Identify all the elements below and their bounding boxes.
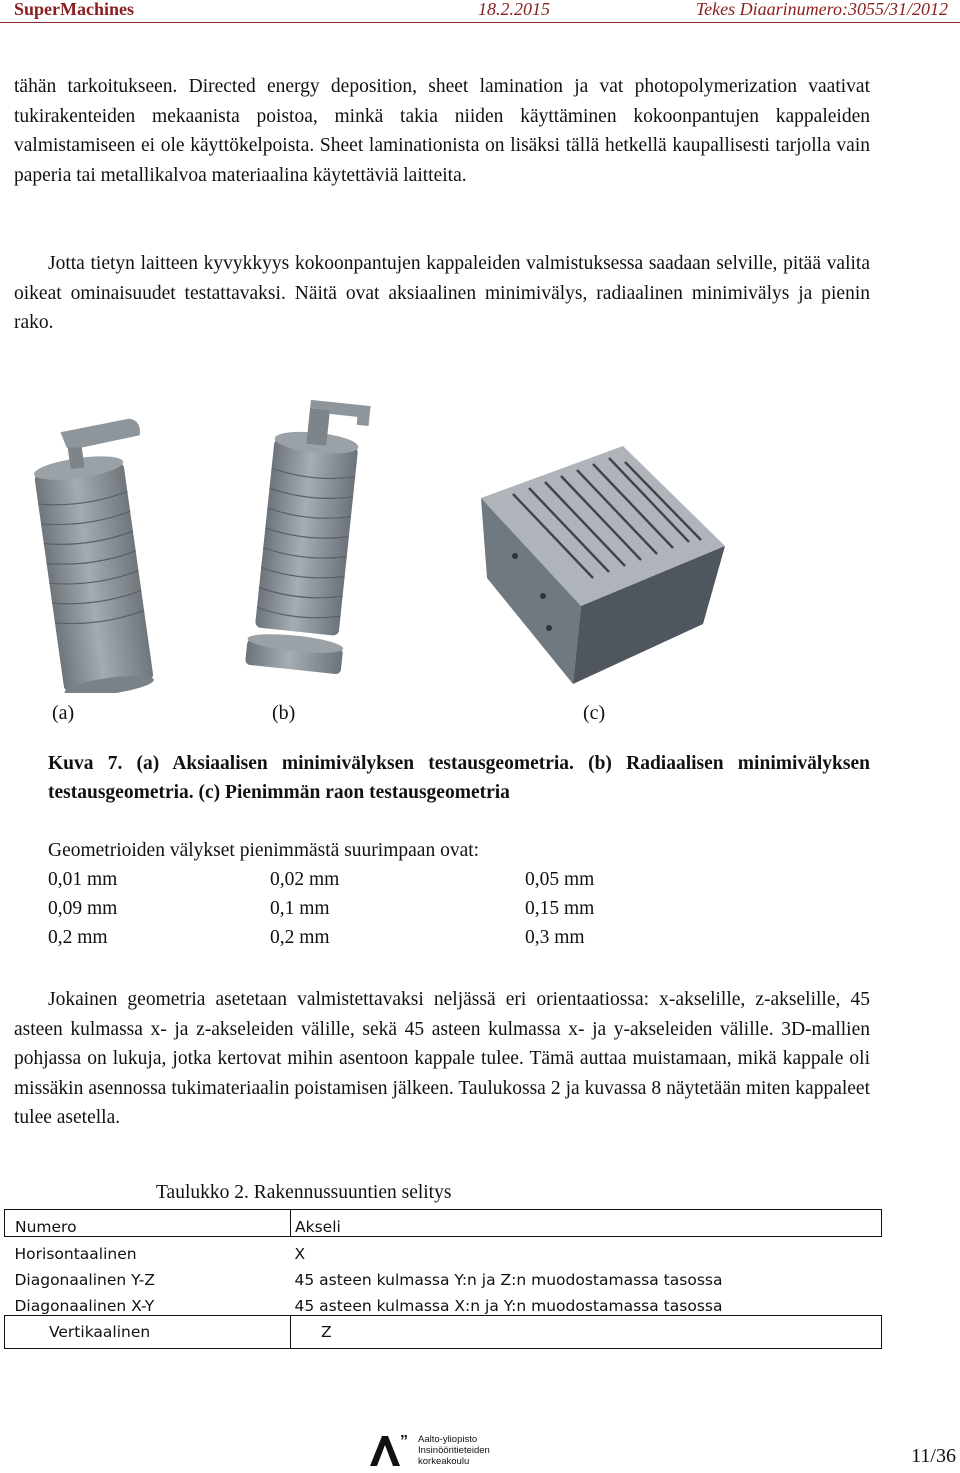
gap-value: 0,02 mm (270, 869, 340, 890)
figure-b-radial-geometry (236, 383, 392, 689)
table-cell: 45 asteen kulmassa X:n ja Y:n muodostamassa tasossa (294, 1297, 723, 1315)
table-row (5, 1237, 882, 1264)
header-date: 18.2.2015 (478, 0, 550, 19)
header-reference: Tekes Diaarinumero:3055/31/2012 (695, 0, 948, 19)
table-cell: Diagonaalinen Y-Z (14, 1271, 155, 1289)
logo-line: korkeakoulu (418, 1456, 470, 1467)
header-brand: SuperMachines (14, 0, 135, 19)
gap-value: 0,05 mm (525, 869, 595, 890)
gap-value: 0,2 mm (270, 927, 330, 948)
gap-value: 0,09 mm (48, 898, 118, 919)
table-header-cell: Numero (5, 1210, 291, 1237)
logo-line: Insinööritieteiden (418, 1445, 490, 1456)
table-cell: 45 asteen kulmassa Y:n ja Z:n muodostamassa tasossa (294, 1271, 723, 1289)
table-row (5, 1289, 882, 1316)
aalto-logo (368, 1432, 508, 1468)
svg-text:”: ” (400, 1433, 408, 1450)
gap-value: 0,01 mm (48, 869, 118, 890)
paragraph-2: Jotta tietyn laitteen kyvykkyys kokoonpantujen kappaleiden valmistuksessa saadaan selville, pitää valita oikeat ominaisuudet testattavaksi. Näitä ovat aksiaalinen minimivälys, radiaalinen minimivälys ja pienin rako. (14, 253, 870, 333)
table-header-row (5, 1210, 882, 1237)
page-header (0, 0, 960, 23)
build-direction-table (4, 1209, 882, 1349)
table-row (5, 1316, 882, 1349)
gap-value: 0,2 mm (48, 927, 108, 948)
table-cell: Z (291, 1316, 882, 1349)
gap-value: 0,15 mm (525, 898, 595, 919)
table-cell: X (294, 1245, 306, 1263)
figure-c-gap-geometry (453, 406, 749, 690)
figure-a-axial-geometry (28, 405, 186, 693)
figure-label-b: (b) (272, 702, 296, 724)
page-number: 11/36 (911, 1445, 956, 1467)
logo-line: Aalto-yliopisto (418, 1434, 478, 1445)
paragraph-3: Jokainen geometria asetetaan valmistettavaksi neljässä eri orientaatiossa: x-akselille, z-akselille, 45 asteen kulmassa x- ja z-akseleiden välille, sekä 45 asteen kulmassa x- ja y-akseleiden välille. 3D-mallien pohjassa on lukuja, jotka kertovat mihin asentoon kappale tulee. Tämä auttaa muistamaan, mikä kappale oli missäkin asennossa tukimateriaalin poistamisen jälkeen. Taulukossa 2 ja kuvassa 8 näytetään miten kappaleet tulee asetella. (14, 989, 870, 1128)
paragraph-1: tähän tarkoitukseen. Directed energy deposition, sheet lamination ja vat photopolymerization vaativat tukirakenteiden mekaanista poistoa, minkä takia niiden käyttäminen kokoonpantujen kappaleiden valmistamiseen ei ole käyttökelpoista. Sheet laminationista on lisäksi tällä hetkellä kaupallisesti tarjolla vain paperia tai metallikalvoa materiaalina käytettäviä laitteita. (14, 76, 870, 186)
figure-label-a: (a) (52, 702, 75, 724)
table-header-cell: Akseli (291, 1210, 882, 1237)
figure-label-c: (c) (583, 702, 606, 724)
table-title: Taulukko 2. Rakennussuuntien selitys (156, 1182, 452, 1203)
gaps-title: Geometrioiden välykset pienimmästä suurimpaan ovat: (48, 840, 480, 861)
table-cell: Horisontaalinen (14, 1245, 137, 1263)
table-row (5, 1263, 882, 1289)
table-cell: Vertikaalinen (5, 1316, 291, 1349)
gap-value: 0,3 mm (525, 927, 585, 948)
figure-caption: Kuva 7. (a) Aksiaalisen minimivälyksen testausgeometria. (b) Radiaalisen minimivälyksen testausgeometria. (c) Pienimmän raon testausgeometria (48, 753, 870, 803)
table-cell: Diagonaalinen X-Y (14, 1297, 155, 1315)
gap-value: 0,1 mm (270, 898, 330, 919)
